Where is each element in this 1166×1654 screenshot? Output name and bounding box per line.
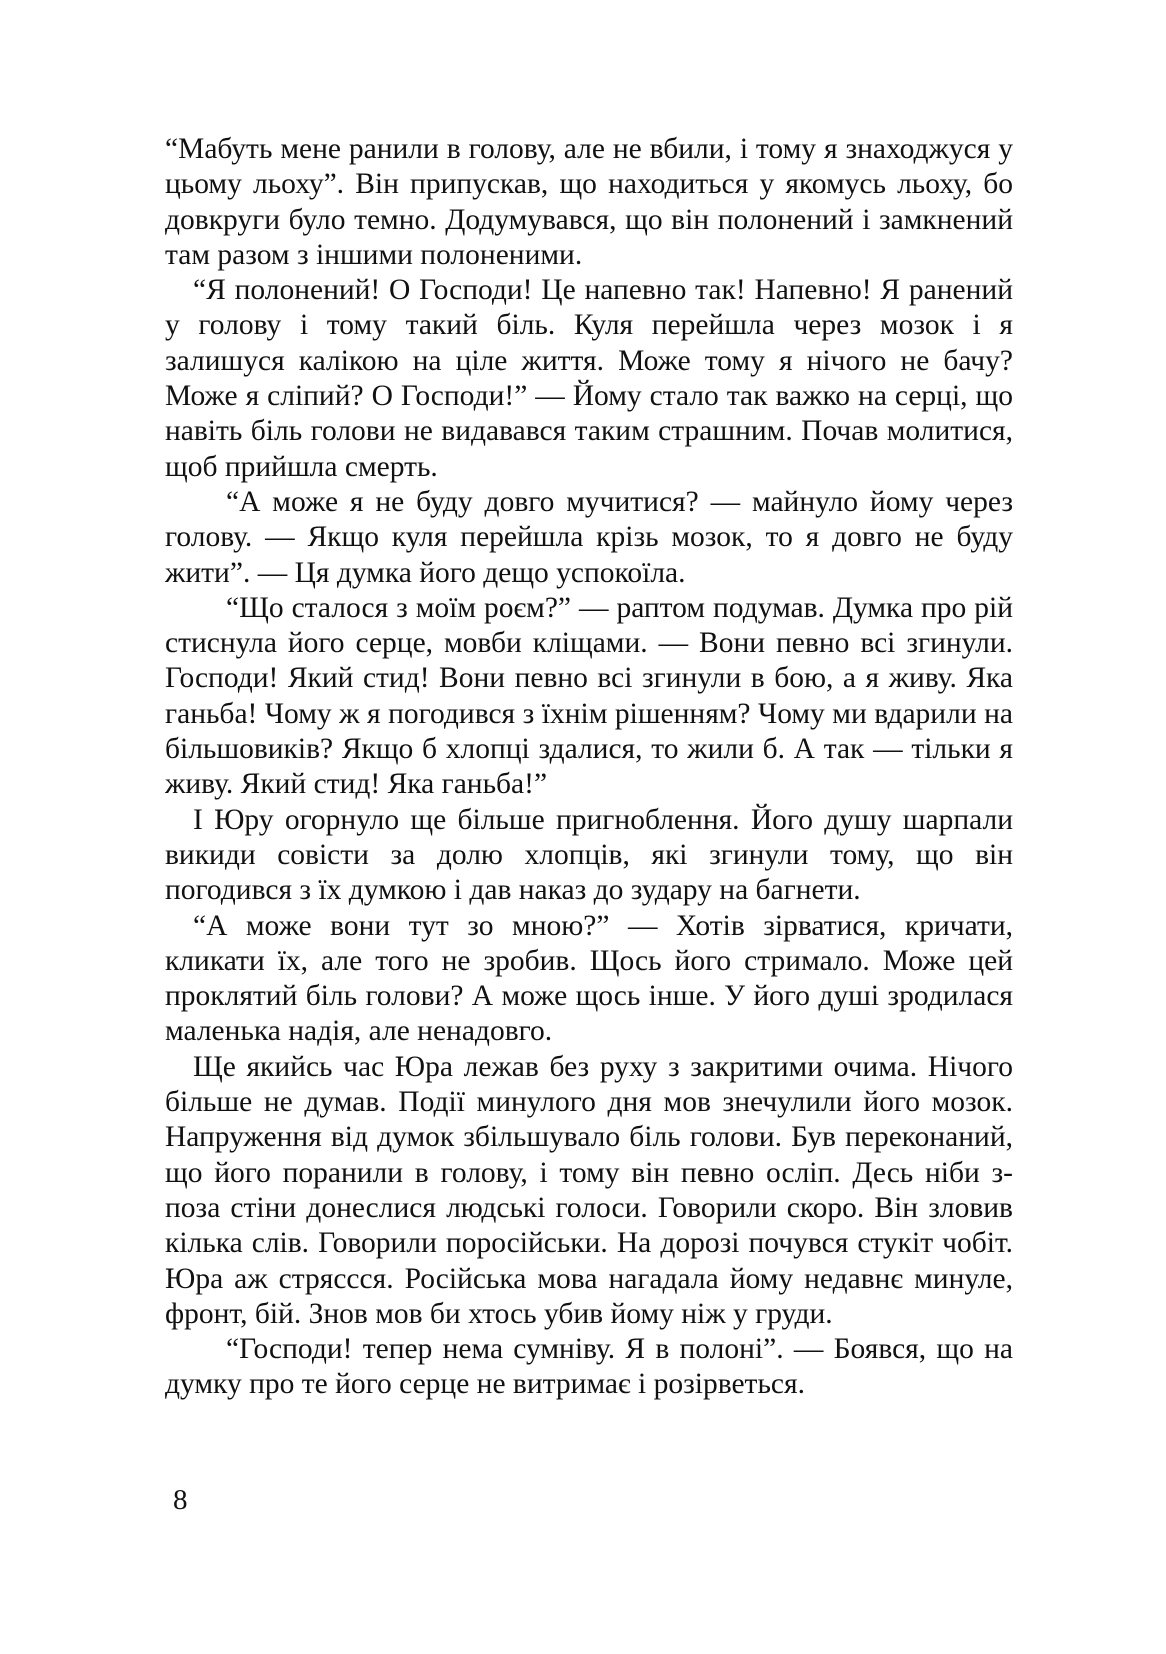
paragraph: “А може вони тут зо мною?” — Хотів зірватися, кричати, кликати їх, але того не зробив. Щось його стримало. Може цей проклятий біль голови? А може щось інше. У його душі зродилася маленька надія, але ненадовго. <box>165 909 1013 1048</box>
paragraph: І Юру огорнуло ще більше пригноблення. Його душу шарпали викиди совісти за долю хлопців, які згинули тому, що він погодився з їх думкою і дав наказ до зудару на багнети. <box>165 803 1013 907</box>
body-text <box>165 132 1013 1403</box>
paragraph: “Я полонений! О Господи! Це напевно так! Напевно! Я ранений у голову і тому такий біль. Куля перейшла через мозок і я залишуся калікою на ціле життя. Може тому я нічого не бачу? Може я сліпий? О Господи!” — Йому стало так важко на серці, що навіть біль голови не видавався таким страшним. Почав молитися, щоб прийшла смерть. <box>165 274 1013 483</box>
paragraph: “А може я не буду довго мучитися? — майнуло йому через голову. — Якщо куля перейшла крізь мозок, то я довго не буду жити”. — Ця думка його дещо успокоїла. <box>165 485 1013 589</box>
paragraph: “Що сталося з моїм роєм?” — раптом подумав. Думка про рій стиснула його серце, мовби кліщами. — Вони певно всі згинули. Господи! Який стид! Вони певно всі згинули в бою, а я живу. Яка ганьба! Чому ж я погодився з їхнім рішенням? Чому ми вдарили на більшовиків? Якщо б хлопці здалися, то жили б. А так — тільки я живу. Який стид! Яка ганьба!” <box>165 591 1013 801</box>
paragraph: “Мабуть мене ранили в голову, але не вбили, і тому я знаходжуся у цьому льоху”. Він припускав, що находиться у якомусь льоху, бо довкруги було темно. Додумувався, що він полонений і замкнений там разом з іншими полоненими. <box>165 133 1013 271</box>
paragraph: “Господи! тепер нема сумніву. Я в полоні”. — Боявся, що на думку про те його серце не витримає і розірветься. <box>165 1333 1013 1401</box>
paragraph: Ще якийсь час Юра лежав без руху з закритими очима. Нічого більше не думав. Події минулого дня мов знечулили його мозок. Напруження від думок збільшувало біль голови. Був переконаний, що його поранили в голову, і тому він певно осліп. Десь ніби з-поза стіни донеслися людські голоси. Говорили скоро. Він зловив кілька слів. Говорили поросійськи. На дорозі почувся стукіт чобіт. Юра аж стряссся. Російська мова нагадала йому недавнє минуле, фронт, бій. Знов мов би хтось убив йому ніж у груди. <box>165 1050 1013 1330</box>
page-number: 8 <box>173 1484 188 1516</box>
